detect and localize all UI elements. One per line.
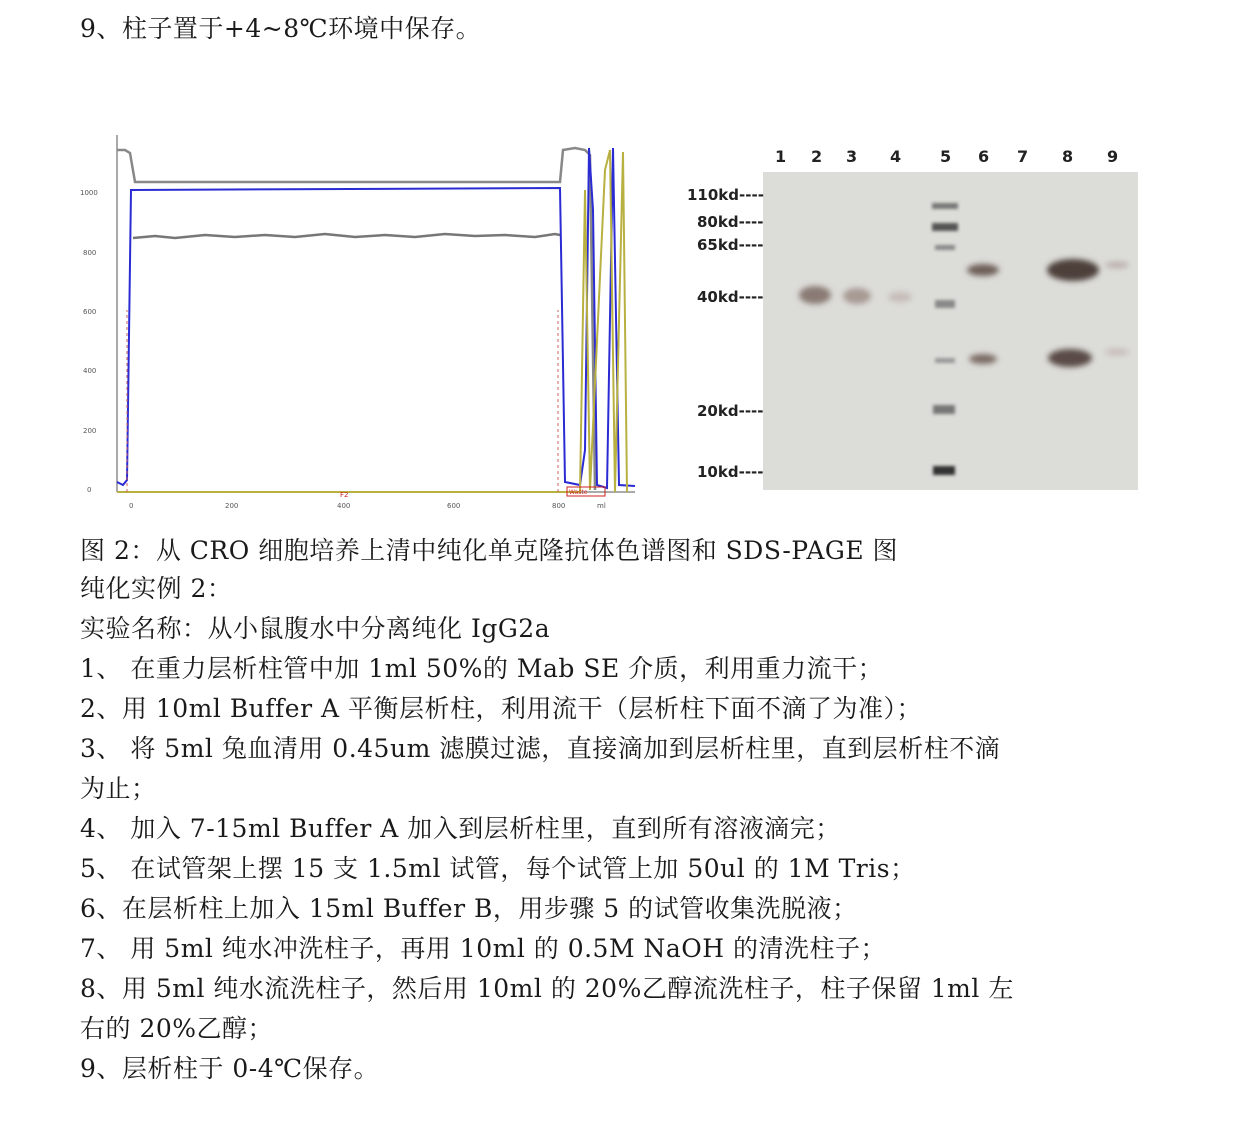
lane-6: 6 xyxy=(978,147,990,166)
conductivity-trace xyxy=(117,148,595,490)
mw-110kd: 110kd---- xyxy=(687,186,764,204)
example-title: 纯化实例 2： xyxy=(80,574,233,603)
x-tick-400: 400 xyxy=(337,502,351,510)
x-tick-800: 800 xyxy=(552,502,566,510)
step-8: 8、用 5ml 纯水流洗柱子，然后用 10ml 的 20%乙醇流洗柱子，柱子保留 1ml 左 xyxy=(80,974,1014,1003)
step-8-cont: 右的 20%乙醇； xyxy=(80,1014,274,1043)
uv-trace xyxy=(117,148,635,488)
step-7: 7、 用 5ml 纯水冲洗柱子，再用 10ml 的 0.5M NaOH 的清洗柱子； xyxy=(80,934,887,963)
chromatogram xyxy=(75,130,640,515)
lane-3: 3 xyxy=(846,147,858,166)
figure-caption: 图 2：从 CRO 细胞培养上清中纯化单克隆抗体色谱图和 SDS-PAGE 图 xyxy=(80,536,899,565)
lane-4: 4 xyxy=(890,147,902,166)
gradient-trace xyxy=(117,150,627,492)
step-6: 6、在层析柱上加入 15ml Buffer B，用步骤 5 的试管收集洗脱液； xyxy=(80,894,858,923)
step-5: 5、 在试管架上摆 15 支 1.5ml 试管，每个试管上加 50ul 的 1M Tris； xyxy=(80,854,916,883)
y-tick-1000: 1000 xyxy=(80,189,98,197)
x-tick-600: 600 xyxy=(447,502,461,510)
lane-9: 9 xyxy=(1107,147,1119,166)
lane-1: 1 xyxy=(775,147,787,166)
step-1: 1、 在重力层析柱管中加 1ml 50%的 Mab SE 介质，利用重力流干； xyxy=(80,654,884,683)
top-step-9: 9、柱子置于+4~8℃环境中保存。 xyxy=(80,14,482,43)
lane-5: 5 xyxy=(940,147,952,166)
x-tick-0: 0 xyxy=(129,502,134,510)
lane-2: 2 xyxy=(811,147,823,166)
y-tick-600: 600 xyxy=(83,308,97,316)
fraction-label: F2 xyxy=(340,491,349,499)
step-9: 9、层析柱于 0-4℃保存。 xyxy=(80,1054,380,1083)
step-2: 2、用 10ml Buffer A 平衡层析柱，利用流干（层析柱下面不滴了为准）； xyxy=(80,694,922,723)
mw-80kd: 80kd---- xyxy=(697,213,764,231)
step-3: 3、 将 5ml 兔血清用 0.45um 滤膜过滤，直接滴加到层析柱里，直到层析柱不滴 xyxy=(80,734,1001,763)
y-tick-800: 800 xyxy=(83,249,97,257)
ph-trace xyxy=(133,234,560,238)
mw-20kd: 20kd---- xyxy=(697,402,764,420)
mw-10kd: 10kd---- xyxy=(697,463,764,481)
step-3-cont: 为止； xyxy=(80,774,157,803)
waste-label: Waste xyxy=(569,489,588,496)
mw-65kd: 65kd---- xyxy=(697,236,764,254)
y-tick-0: 0 xyxy=(87,486,92,494)
x-tick-200: 200 xyxy=(225,502,239,510)
lane-8: 8 xyxy=(1062,147,1074,166)
x-tick-ml: ml xyxy=(597,502,606,510)
experiment-name: 实验名称：从小鼠腹水中分离纯化 IgG2a xyxy=(80,614,551,643)
lane-7: 7 xyxy=(1017,147,1029,166)
step-4: 4、 加入 7-15ml Buffer A 加入到层析柱里，直到所有溶液滴完； xyxy=(80,814,841,843)
mw-40kd: 40kd---- xyxy=(697,288,764,306)
y-tick-400: 400 xyxy=(83,367,97,375)
y-tick-200: 200 xyxy=(83,427,97,435)
sds-page-gel xyxy=(685,140,1145,495)
